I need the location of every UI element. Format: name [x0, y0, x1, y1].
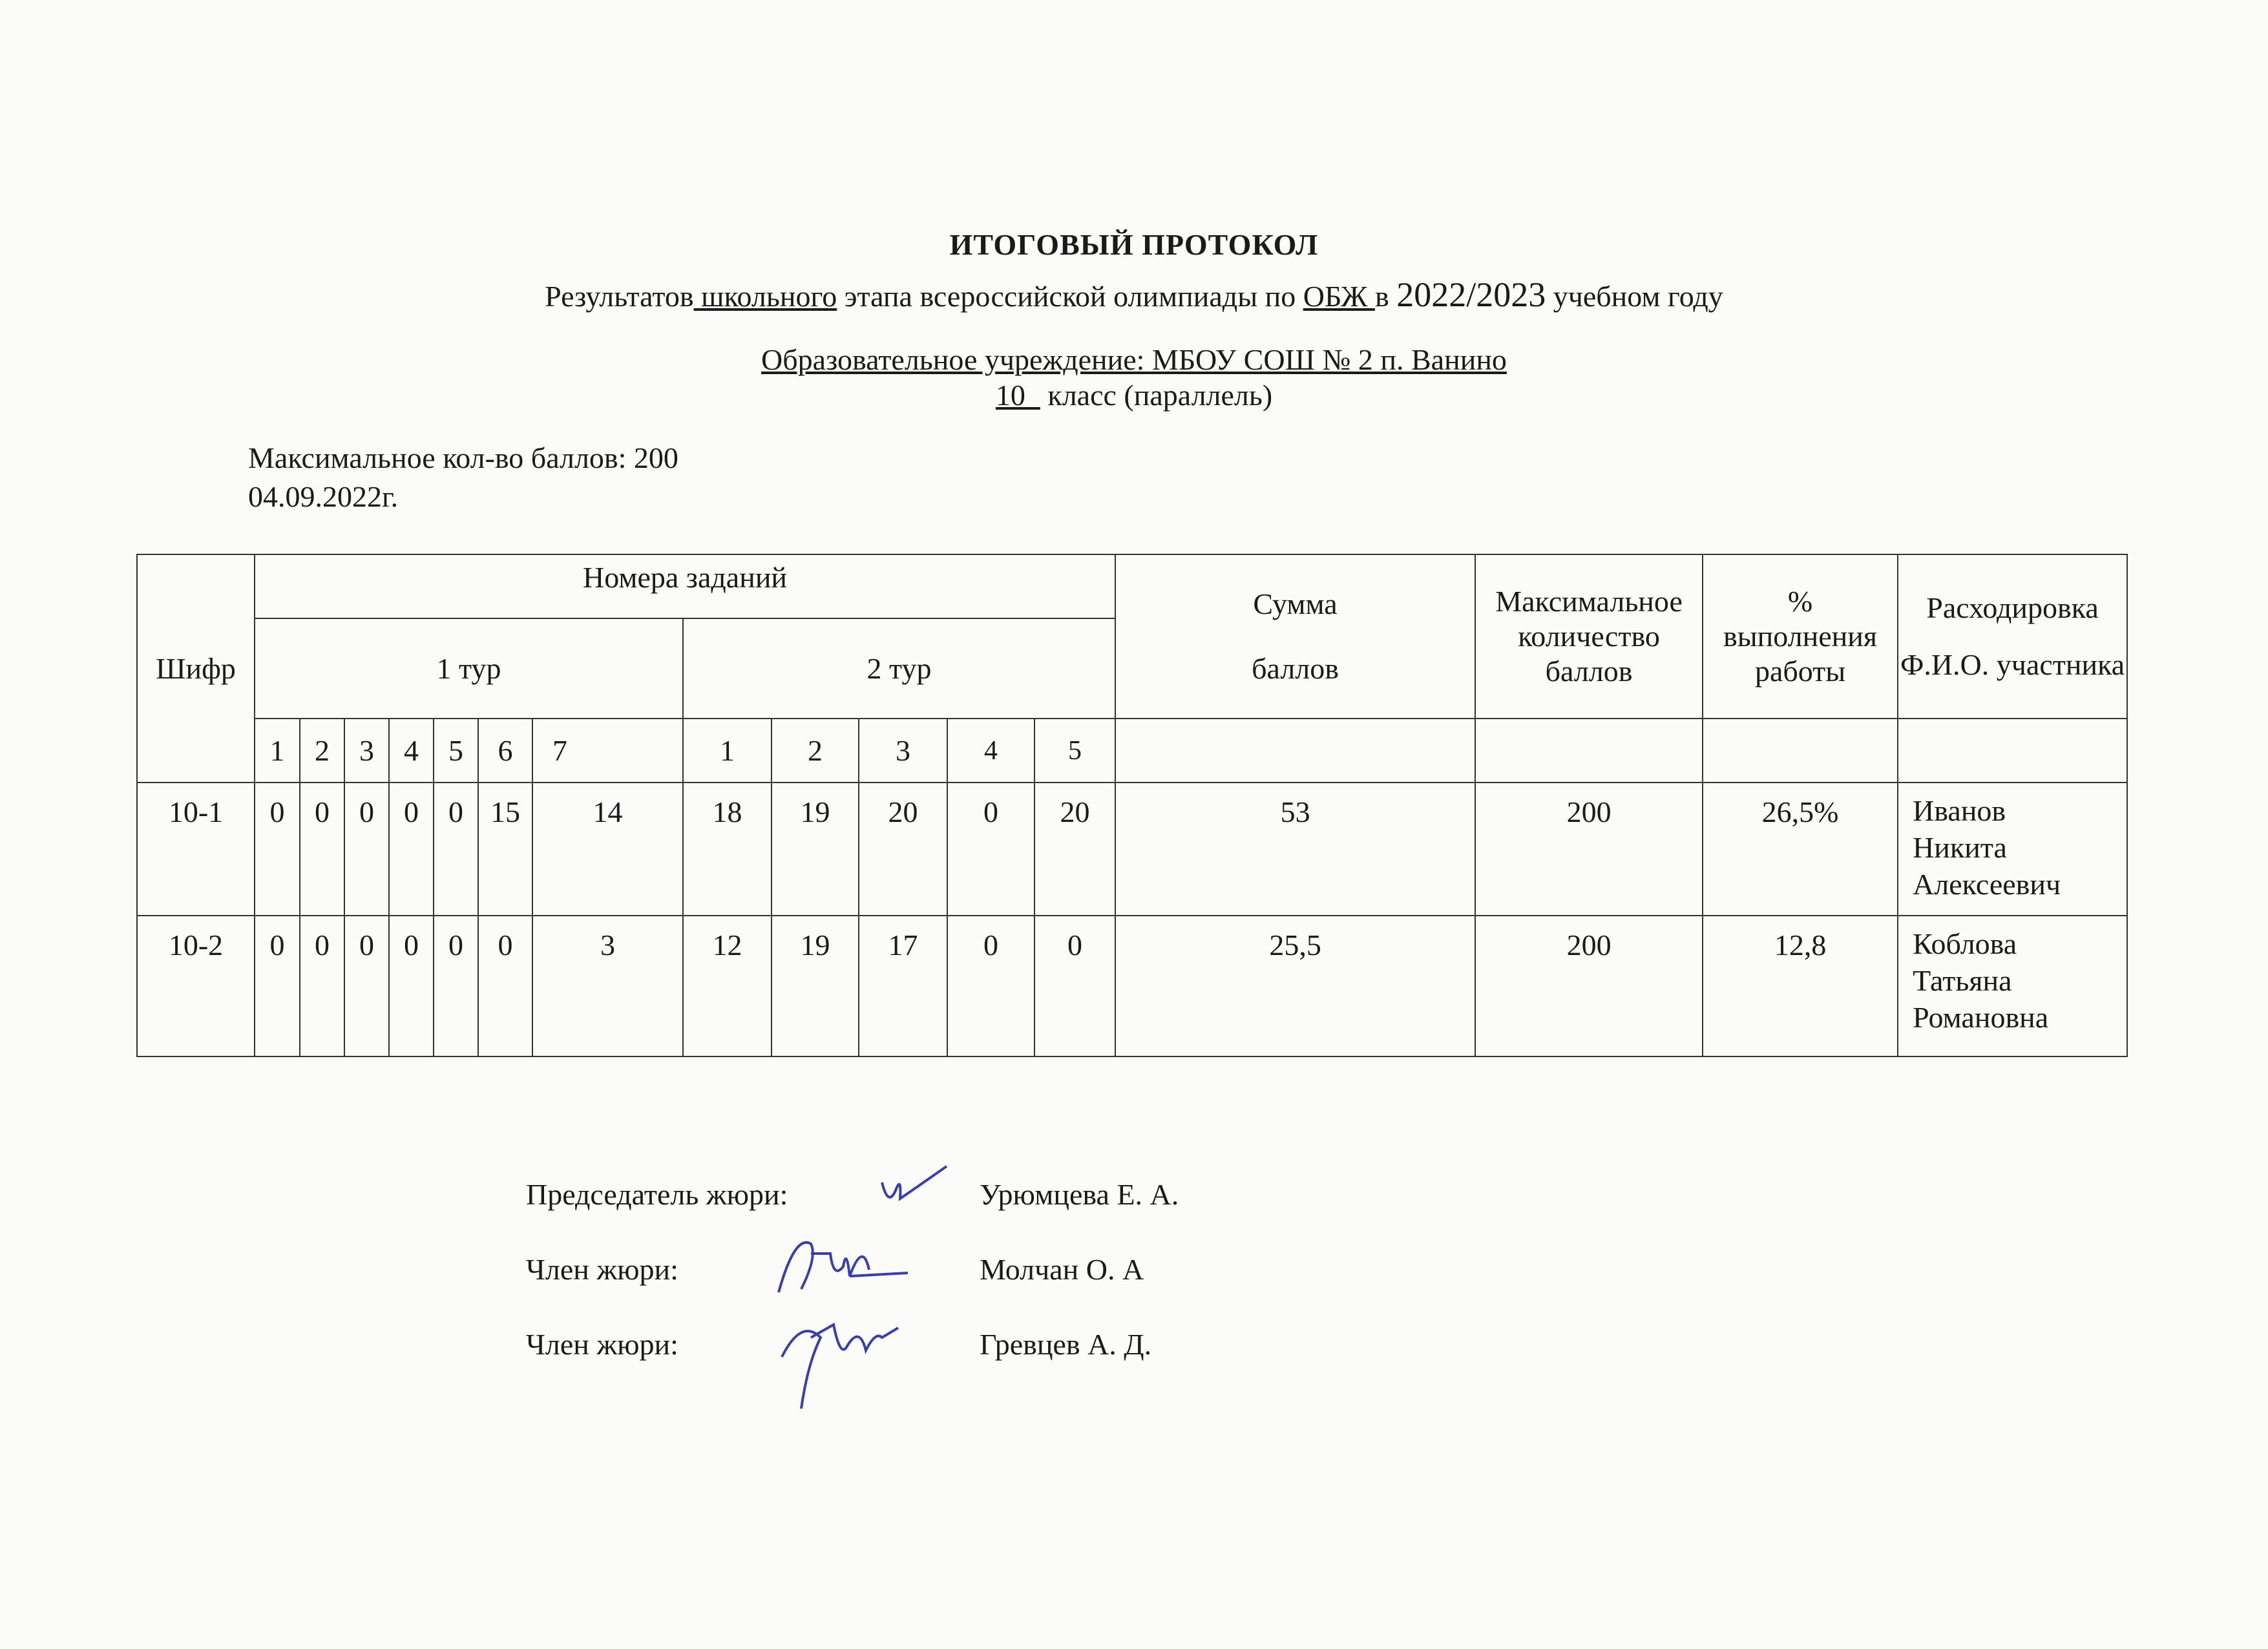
subtitle-mid: этапа всероссийской олимпиады по [837, 280, 1303, 313]
score-cell: 0 [478, 916, 532, 1056]
task-number: 4 [947, 719, 1034, 782]
header-row-task-ids [137, 719, 2127, 782]
fio-patronymic: Романовна [1913, 1001, 2049, 1034]
row-max: 200 [1475, 916, 1703, 1056]
row-percent: 26,5% [1703, 782, 1898, 916]
score-cell: 0 [300, 782, 344, 916]
jury-name: Молчан О. А [980, 1253, 1144, 1286]
jury-role: Член жюри: [526, 1253, 678, 1286]
score-cell: 18 [683, 782, 772, 916]
row-cipher: 10-2 [137, 916, 255, 1056]
score-cell: 0 [389, 916, 434, 1056]
row-percent: 12,8 [1703, 916, 1898, 1056]
task-number: 4 [389, 719, 434, 782]
empty-cell [1115, 719, 1475, 782]
grade-line [0, 378, 2268, 412]
empty-cell [1475, 719, 1703, 782]
fio-surname: Иванов [1913, 794, 2006, 827]
header-row-tasks [137, 554, 2127, 618]
header-decode [1898, 554, 2127, 719]
grade-number: 10 [995, 379, 1040, 412]
row-cipher: 10-1 [137, 782, 255, 916]
protocol-subtitle [0, 275, 2268, 315]
fio-name: Никита [1913, 831, 2007, 864]
task-number: 5 [1034, 719, 1115, 782]
grade-suffix: класс (параллель) [1040, 379, 1273, 412]
score-cell: 0 [344, 782, 389, 916]
fio-patronymic: Алексеевич [1913, 868, 2061, 901]
subtitle-stage: школьного [693, 280, 837, 313]
header-cipher: Шифр [137, 554, 255, 782]
header-max-score: Максимальное количество баллов [1475, 554, 1703, 719]
date-line: 04.09.2022г. [248, 480, 399, 513]
header-sum-line1: Сумма [1253, 587, 1338, 620]
score-cell: 0 [300, 916, 344, 1056]
task-number: 1 [683, 719, 772, 782]
jury-name: Урюмцева Е. А. [980, 1178, 1179, 1211]
score-cell: 0 [1034, 916, 1115, 1056]
table-row [137, 916, 2127, 1056]
score-cell: 20 [859, 782, 947, 916]
row-sum: 53 [1115, 782, 1475, 916]
task-number: 6 [478, 719, 532, 782]
row-sum: 25,5 [1115, 916, 1475, 1056]
subtitle-prefix: Результатов [545, 280, 694, 313]
score-cell: 3 [532, 916, 683, 1056]
score-cell: 20 [1034, 782, 1115, 916]
header-sum [1115, 554, 1475, 719]
score-cell: 19 [772, 916, 859, 1056]
task-number: 2 [772, 719, 859, 782]
header-decode-line2: Ф.И.О. участника [1900, 648, 2125, 681]
results-table [136, 554, 2128, 1057]
task-number: 2 [300, 719, 344, 782]
row-max: 200 [1475, 782, 1703, 916]
jury-name: Гревцев А. Д. [980, 1328, 1152, 1361]
fio-surname: Коблова [1913, 927, 2017, 960]
header-round-2: 2 тур [683, 618, 1115, 719]
header-percent-text: выполнения работы [1723, 620, 1878, 688]
row-fio [1898, 782, 2127, 916]
score-cell: 15 [478, 782, 532, 916]
score-cell: 14 [532, 782, 683, 916]
signature-chairman [869, 1163, 953, 1215]
empty-cell [1703, 719, 1898, 782]
task-number: 7 [532, 719, 683, 782]
score-cell: 0 [389, 782, 434, 916]
jury-role: Председатель жюри: [526, 1178, 788, 1211]
task-number: 1 [255, 719, 300, 782]
school-line: Образовательное учреждение: МБОУ СОШ № 2 п. Ванино [761, 343, 1507, 376]
score-cell: 0 [434, 782, 478, 916]
score-cell: 0 [344, 916, 389, 1056]
header-task-numbers: Номера заданий [255, 554, 1115, 618]
score-cell: 19 [772, 782, 859, 916]
protocol-title: ИТОГОВЫЙ ПРОТОКОЛ [949, 228, 1319, 261]
signature-member-2 [762, 1299, 911, 1415]
jury-role: Член жюри: [526, 1328, 678, 1361]
subtitle-in: в [1374, 280, 1397, 313]
empty-cell [1898, 719, 2127, 782]
header-round-1: 1 тур [255, 618, 683, 719]
header-decode-line1: Расходировка [1926, 591, 2099, 624]
row-fio [1898, 916, 2127, 1056]
subtitle-year: 2022/2023 [1396, 275, 1546, 314]
signature-member-1 [772, 1228, 914, 1302]
table-row [137, 782, 2127, 916]
subtitle-subject: ОБЖ [1303, 280, 1375, 313]
task-number: 3 [859, 719, 947, 782]
header-percent [1703, 554, 1898, 719]
score-cell: 0 [947, 782, 1034, 916]
fio-name: Татьяна [1913, 964, 2012, 997]
header-sum-line2: баллов [1252, 652, 1339, 685]
header-percent-sign: % [1787, 585, 1813, 618]
score-cell: 0 [434, 916, 478, 1056]
score-cell: 17 [859, 916, 947, 1056]
score-cell: 0 [255, 916, 300, 1056]
score-cell: 12 [683, 916, 772, 1056]
task-number: 5 [434, 719, 478, 782]
score-cell: 0 [947, 916, 1034, 1056]
subtitle-suffix: учебном году [1546, 280, 1723, 313]
task-number: 3 [344, 719, 389, 782]
score-cell: 0 [255, 782, 300, 916]
max-score-line: Максимальное кол-во баллов: 200 [248, 441, 678, 474]
